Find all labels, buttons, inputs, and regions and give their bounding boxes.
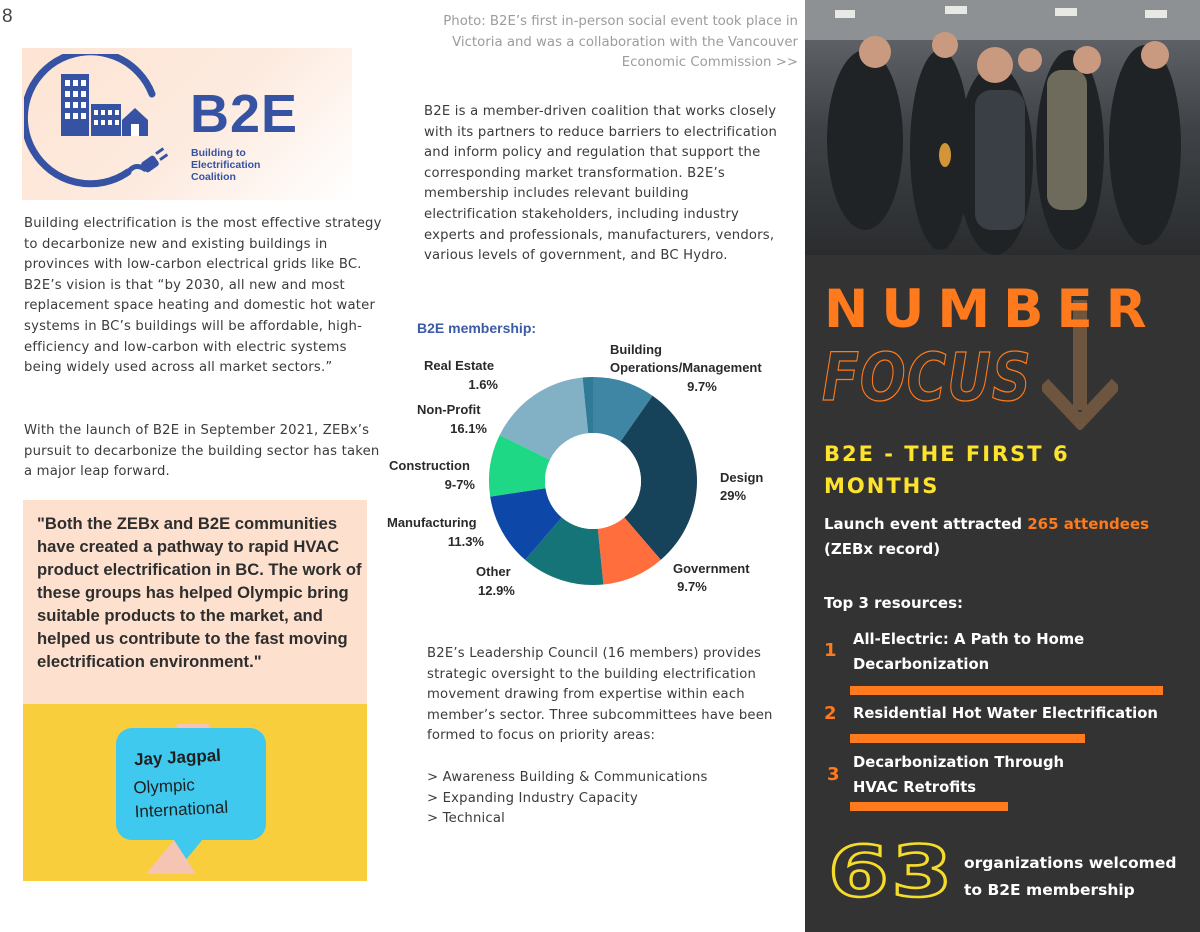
top-resources-heading: Top 3 resources: xyxy=(824,594,964,612)
resource-title-line: Decarbonization xyxy=(853,656,990,673)
resource-number: 1 xyxy=(824,640,837,661)
organizations-caption-line: organizations welcomed xyxy=(964,854,1177,872)
focus-outline-title: FOCUS xyxy=(822,339,1032,416)
page-number: 8 xyxy=(2,6,13,27)
logo-wordmark: B2E xyxy=(190,84,299,144)
slice-value: 9.7% xyxy=(687,379,717,394)
logo-subtitle-line: Building to xyxy=(191,147,246,159)
resource-underline xyxy=(850,734,1085,743)
organizations-caption-line: to B2E membership xyxy=(964,881,1135,899)
b2e-logo-icon xyxy=(24,54,184,194)
first-six-months-heading: B2E - THE FIRST 6 MONTHS xyxy=(824,442,1070,498)
slice-label: Manufacturing xyxy=(387,515,477,530)
list-item: > Expanding Industry Capacity xyxy=(427,790,639,806)
resource-title-line: Residential Hot Water Electrification xyxy=(853,705,1158,722)
attendees-highlight: 265 attendees xyxy=(1027,515,1150,533)
resource-number: 3 xyxy=(827,764,840,785)
quote-author-org-line: International xyxy=(134,797,229,822)
quote-author-org-line: Olympic xyxy=(132,775,196,798)
slice-value: 9-7% xyxy=(444,477,475,492)
intro-paragraph: Building electrification is the most effective strategy to decarbonize new and existing buildings in provinces with low-carbon electrical grids like BC. B2E’s vision is that “by 2030, all new and most replacement space heating and domestic hot water systems in BC’s buildings will be affordable, high-efficiency and low-carbon with electric systems being widely used across all market sectors.” xyxy=(24,216,382,376)
resource-title-line: HVAC Retrofits xyxy=(853,779,977,796)
slice-label: Real Estate xyxy=(424,358,495,373)
logo-subtitle xyxy=(191,147,260,183)
list-item: > Technical xyxy=(427,811,505,827)
slice-value: 12.9% xyxy=(478,583,515,598)
resource-title xyxy=(853,701,1158,726)
resource-title-line: Decarbonization Through xyxy=(853,754,1065,771)
logo-subtitle-line: Electrification xyxy=(191,159,261,171)
resource-underline xyxy=(850,686,1163,695)
resource-title-line: All-Electric: A Path to Home xyxy=(853,631,1085,648)
launch-paragraph: With the launch of B2E in September 2021, ZEBx’s pursuit to decarbonize the building sector has taken a major leap forward. xyxy=(24,423,380,480)
resource-title xyxy=(853,750,1064,800)
resource-title xyxy=(853,627,1084,677)
slice-value: 9.7% xyxy=(677,579,707,594)
donut-hole xyxy=(545,433,641,529)
slice-label: Design xyxy=(720,470,764,485)
slice-value: 1.6% xyxy=(468,377,498,392)
photo-caption: Photo: B2E’s first in-person social event took place in Victoria and was a collaboration with the Vancouver Economic Commission >> xyxy=(443,14,798,70)
coalition-paragraph: B2E is a member-driven coalition that works closely with its partners to reduce barriers to electrification and inform policy and regulation that support the corresponding market transformation. B2E’s membership includes relevant building electrification stakeholders, including industry experts and professionals, manufacturers, vendors, various levels of government, and BC Hydro. xyxy=(424,104,778,264)
launch-stat xyxy=(824,512,1194,562)
slice-value: 11.3% xyxy=(447,534,484,549)
slice-label: Construction xyxy=(389,458,470,473)
logo-subtitle-line: Coalition xyxy=(191,171,236,183)
slice-label: Government xyxy=(673,561,750,576)
quote-author-name: Jay Jagpal xyxy=(133,745,222,770)
slice-value: 16.1% xyxy=(450,421,487,436)
launch-stat-text: Launch event attracted xyxy=(824,515,1028,533)
number-focus-title: NUMBER xyxy=(824,279,1160,340)
testimonial-quote: "Both the ZEBx and B2E communities have created a pathway to rapid HVAC product electrification in BC. The work of these groups has helped Olympic bring suitable products to the market, and helped us contribute to the fast moving electrification environment." xyxy=(37,514,362,671)
event-photo xyxy=(805,0,1200,255)
organizations-caption xyxy=(964,850,1194,904)
list-item: > Awareness Building & Communications xyxy=(427,770,708,785)
leadership-paragraph: B2E’s Leadership Council (16 members) provides strategic oversight to the building electrification movement drawing from expertise within each member’s sector. Three subcommittees have been formed to focus on priority areas: xyxy=(427,646,773,744)
launch-stat-note: (ZEBx record) xyxy=(824,540,941,558)
slice-label: Operations/Management xyxy=(610,360,762,375)
membership-donut-chart xyxy=(380,334,800,606)
organizations-count: 63 xyxy=(828,831,955,913)
slice-value: 29% xyxy=(720,488,747,503)
resource-number: 2 xyxy=(824,703,837,724)
slice-label: Non-Profit xyxy=(417,402,481,417)
quote-author-org xyxy=(133,772,229,825)
membership-chart-title: B2E membership: xyxy=(417,320,537,336)
subcommittee-list xyxy=(427,768,787,830)
slice-label: Building xyxy=(610,342,662,357)
slice-label: Other xyxy=(476,564,511,579)
resource-underline xyxy=(850,802,1008,811)
